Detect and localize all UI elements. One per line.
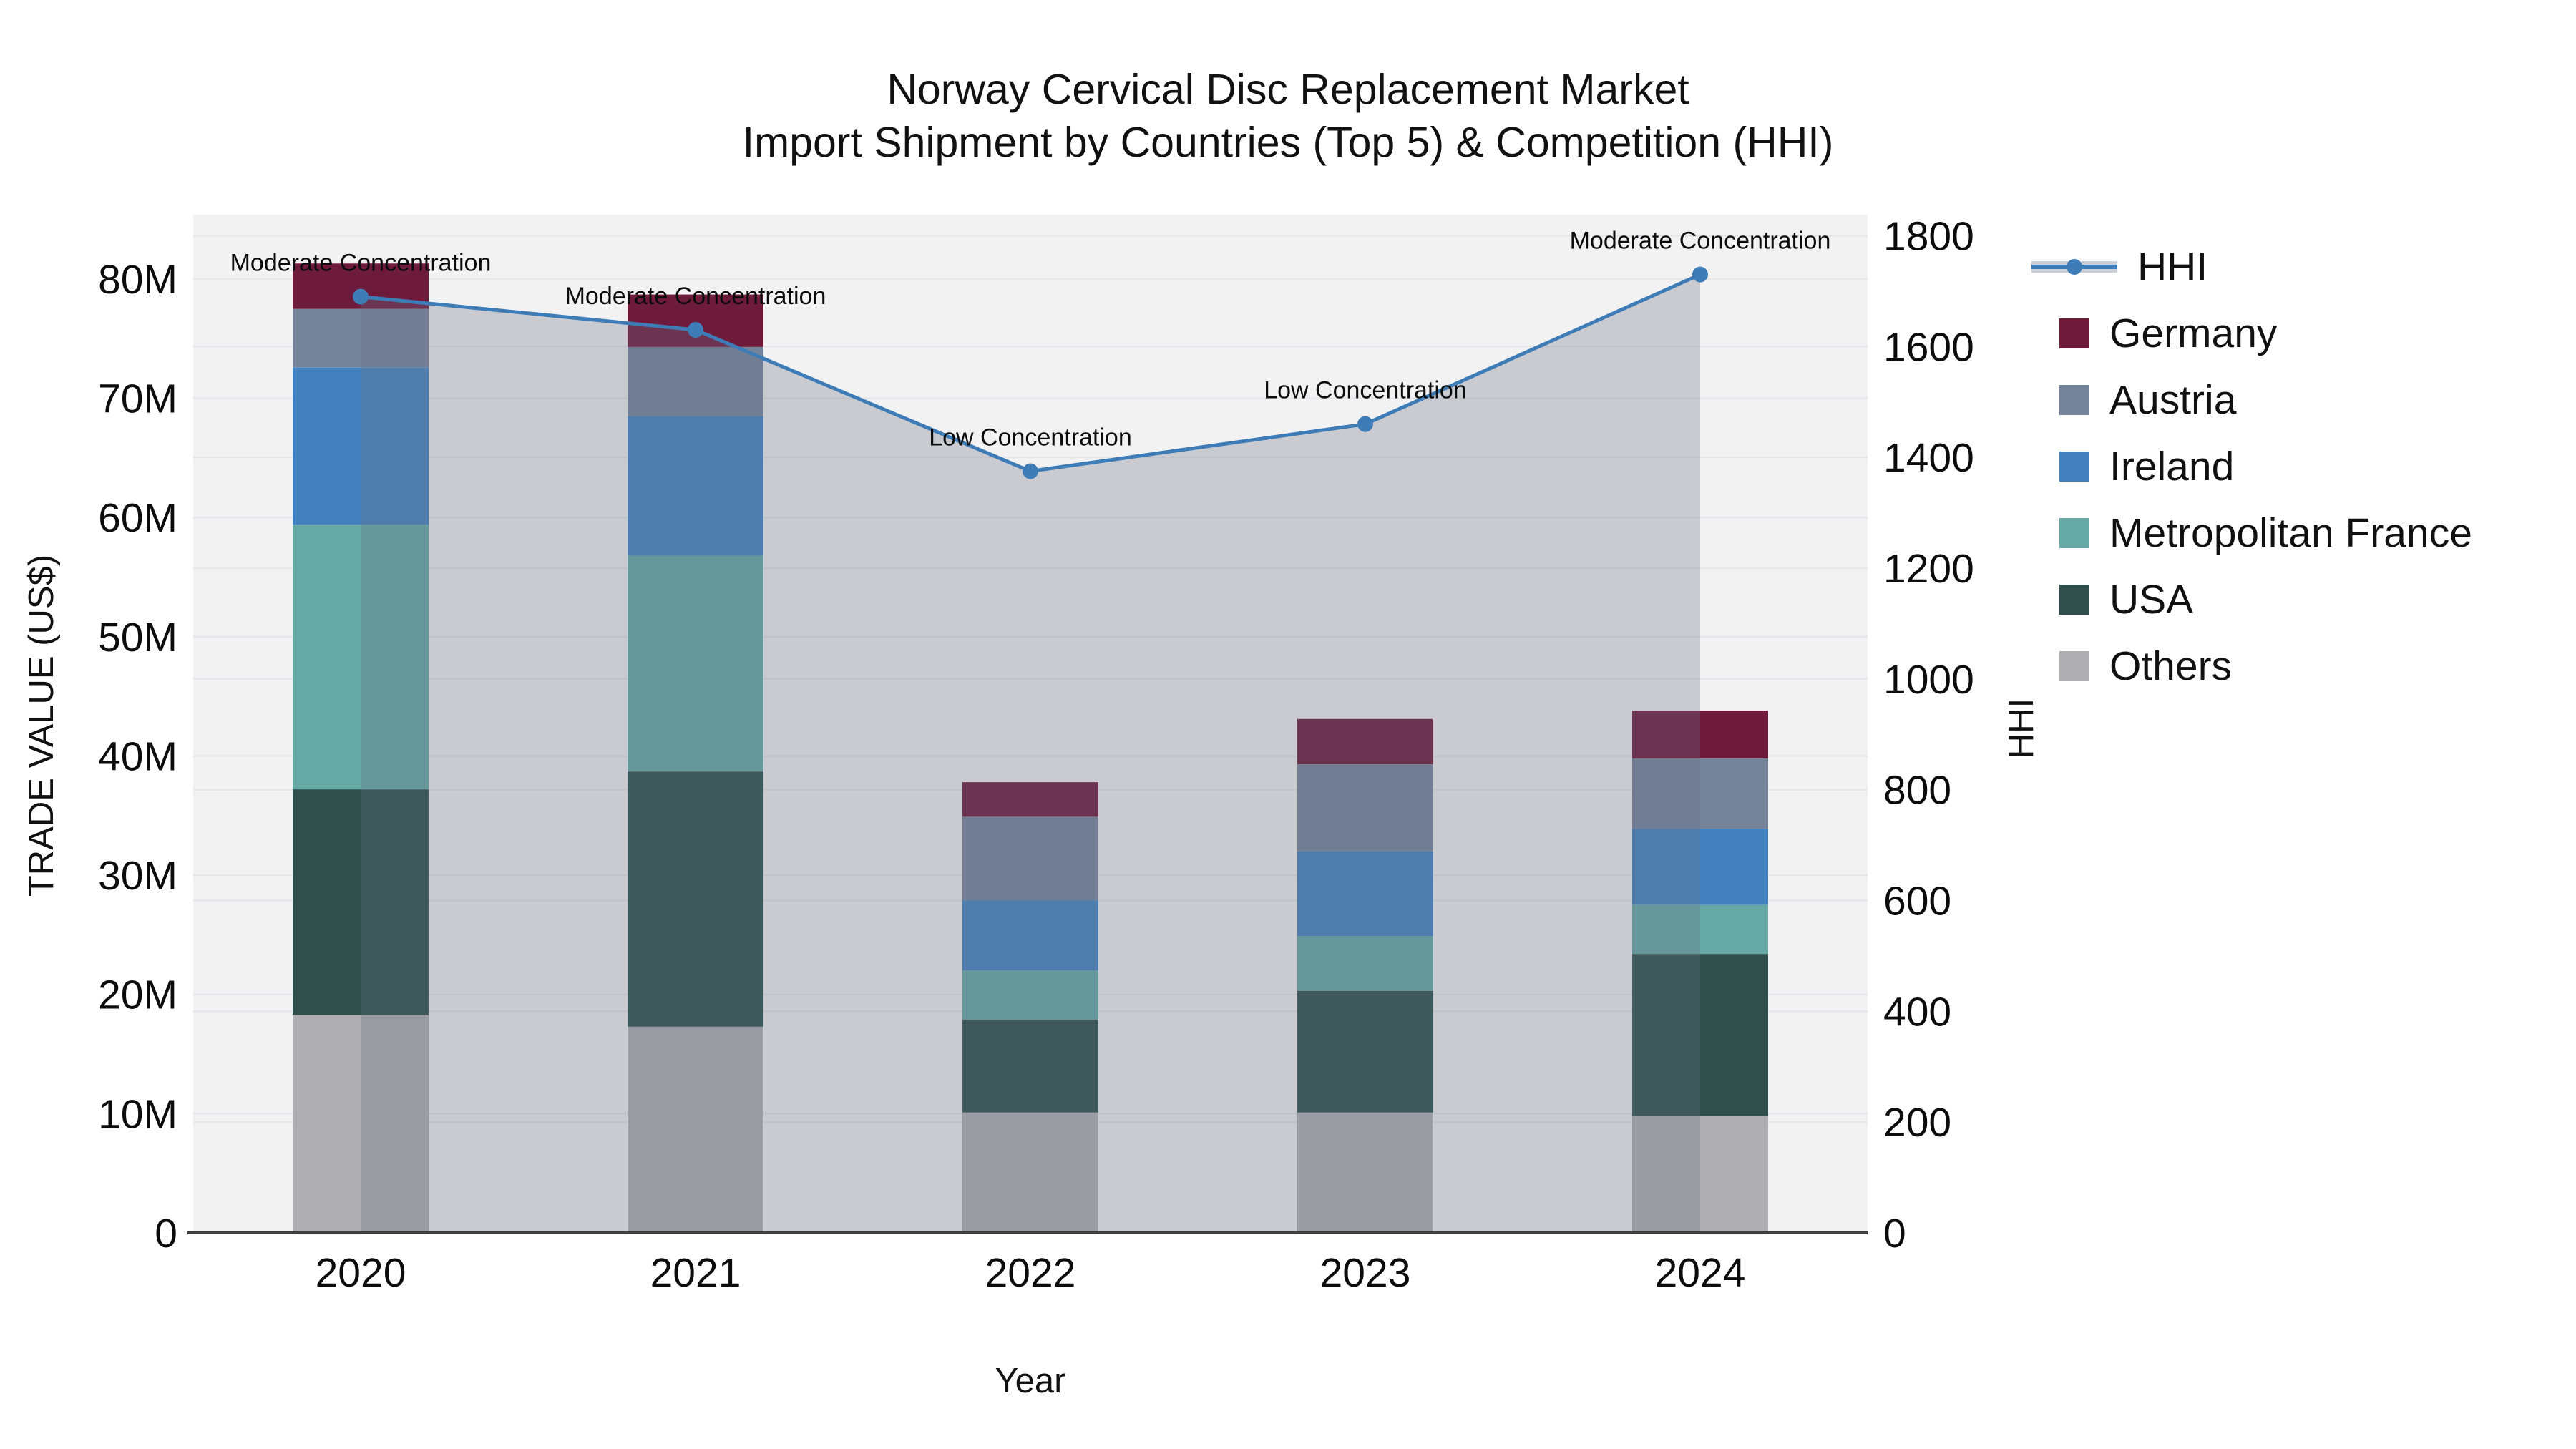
x-axis-title: Year xyxy=(995,1362,1066,1400)
y-right-tick-label: 1800 xyxy=(1883,213,1974,260)
y-left-tick-label: 50M xyxy=(98,614,177,660)
legend-item-usa xyxy=(2059,566,2472,633)
y-right-tick-label: 800 xyxy=(1883,767,1952,814)
legend-label: USA xyxy=(2109,576,2194,623)
hhi-point-2024 xyxy=(1692,267,1708,283)
x-tick-label: 2024 xyxy=(1654,1250,1746,1296)
y-right-tick-label: 1400 xyxy=(1883,435,1974,482)
y-left-tick-label: 20M xyxy=(98,972,177,1018)
annotation-2024: Moderate Concentration xyxy=(1569,227,1831,255)
legend-item-others xyxy=(2059,633,2472,699)
legend-label: Ireland xyxy=(2109,443,2235,489)
hhi-point-2021 xyxy=(688,322,703,338)
legend-swatch-icon xyxy=(2059,651,2089,681)
y-right-tick-label: 0 xyxy=(1883,1211,1906,1257)
annotation-2020: Moderate Concentration xyxy=(230,249,492,277)
y-left-tick-label: 60M xyxy=(98,495,177,542)
legend-item-austria xyxy=(2059,366,2472,433)
y-left-tick-label: 0 xyxy=(155,1211,177,1257)
x-tick-label: 2021 xyxy=(650,1250,741,1296)
y-axis-title-right: HHI xyxy=(2002,698,2041,759)
y-left-tick-label: 10M xyxy=(98,1091,177,1138)
y-left-tick-label: 70M xyxy=(98,376,177,422)
legend-label: Metropolitan France xyxy=(2109,509,2472,556)
legend-item-hhi xyxy=(2059,233,2472,300)
annotation-2023: Low Concentration xyxy=(1264,376,1467,404)
legend-label: Austria xyxy=(2109,376,2237,423)
y-left-tick-label: 40M xyxy=(98,733,177,780)
legend-swatch-icon xyxy=(2059,452,2089,482)
chart-title-line1: Norway Cervical Disc Replacement Market xyxy=(887,66,1689,113)
hhi-point-2020 xyxy=(353,289,369,305)
hhi-point-2022 xyxy=(1023,464,1038,479)
legend xyxy=(2059,233,2472,699)
x-tick-label: 2020 xyxy=(315,1250,406,1296)
x-tick-label: 2023 xyxy=(1319,1250,1411,1296)
y-right-tick-label: 1000 xyxy=(1883,656,1974,703)
annotation-2021: Moderate Concentration xyxy=(565,283,826,310)
legend-swatch-icon xyxy=(2059,318,2089,348)
legend-swatch-icon xyxy=(2059,585,2089,615)
y-left-tick-label: 80M xyxy=(98,256,177,303)
legend-item-germany xyxy=(2059,300,2472,366)
legend-item-metropolitan-france xyxy=(2059,499,2472,566)
y-right-tick-label: 200 xyxy=(1883,1100,1952,1146)
legend-swatch-icon xyxy=(2059,385,2089,415)
y-left-tick-label: 30M xyxy=(98,853,177,899)
chart-title-line2: Import Shipment by Countries (Top 5) & Competition (HHI) xyxy=(742,119,1834,166)
chart-title xyxy=(0,63,2576,169)
hhi-point-2023 xyxy=(1357,416,1373,432)
y-right-tick-label: 600 xyxy=(1883,878,1952,924)
y-right-tick-label: 1600 xyxy=(1883,324,1974,371)
legend-label: Germany xyxy=(2109,310,2278,356)
legend-label: Others xyxy=(2109,643,2233,689)
legend-swatch-icon xyxy=(2059,518,2089,548)
y-right-tick-label: 1200 xyxy=(1883,545,1974,592)
legend-label: HHI xyxy=(2137,243,2208,290)
legend-item-ireland xyxy=(2059,433,2472,499)
y-axis-title-left: TRADE VALUE (US$) xyxy=(22,554,61,897)
annotation-2022: Low Concentration xyxy=(929,424,1132,452)
hhi-line-swatch-icon xyxy=(2031,260,2117,274)
x-tick-label: 2022 xyxy=(985,1250,1076,1296)
y-right-tick-label: 400 xyxy=(1883,989,1952,1035)
